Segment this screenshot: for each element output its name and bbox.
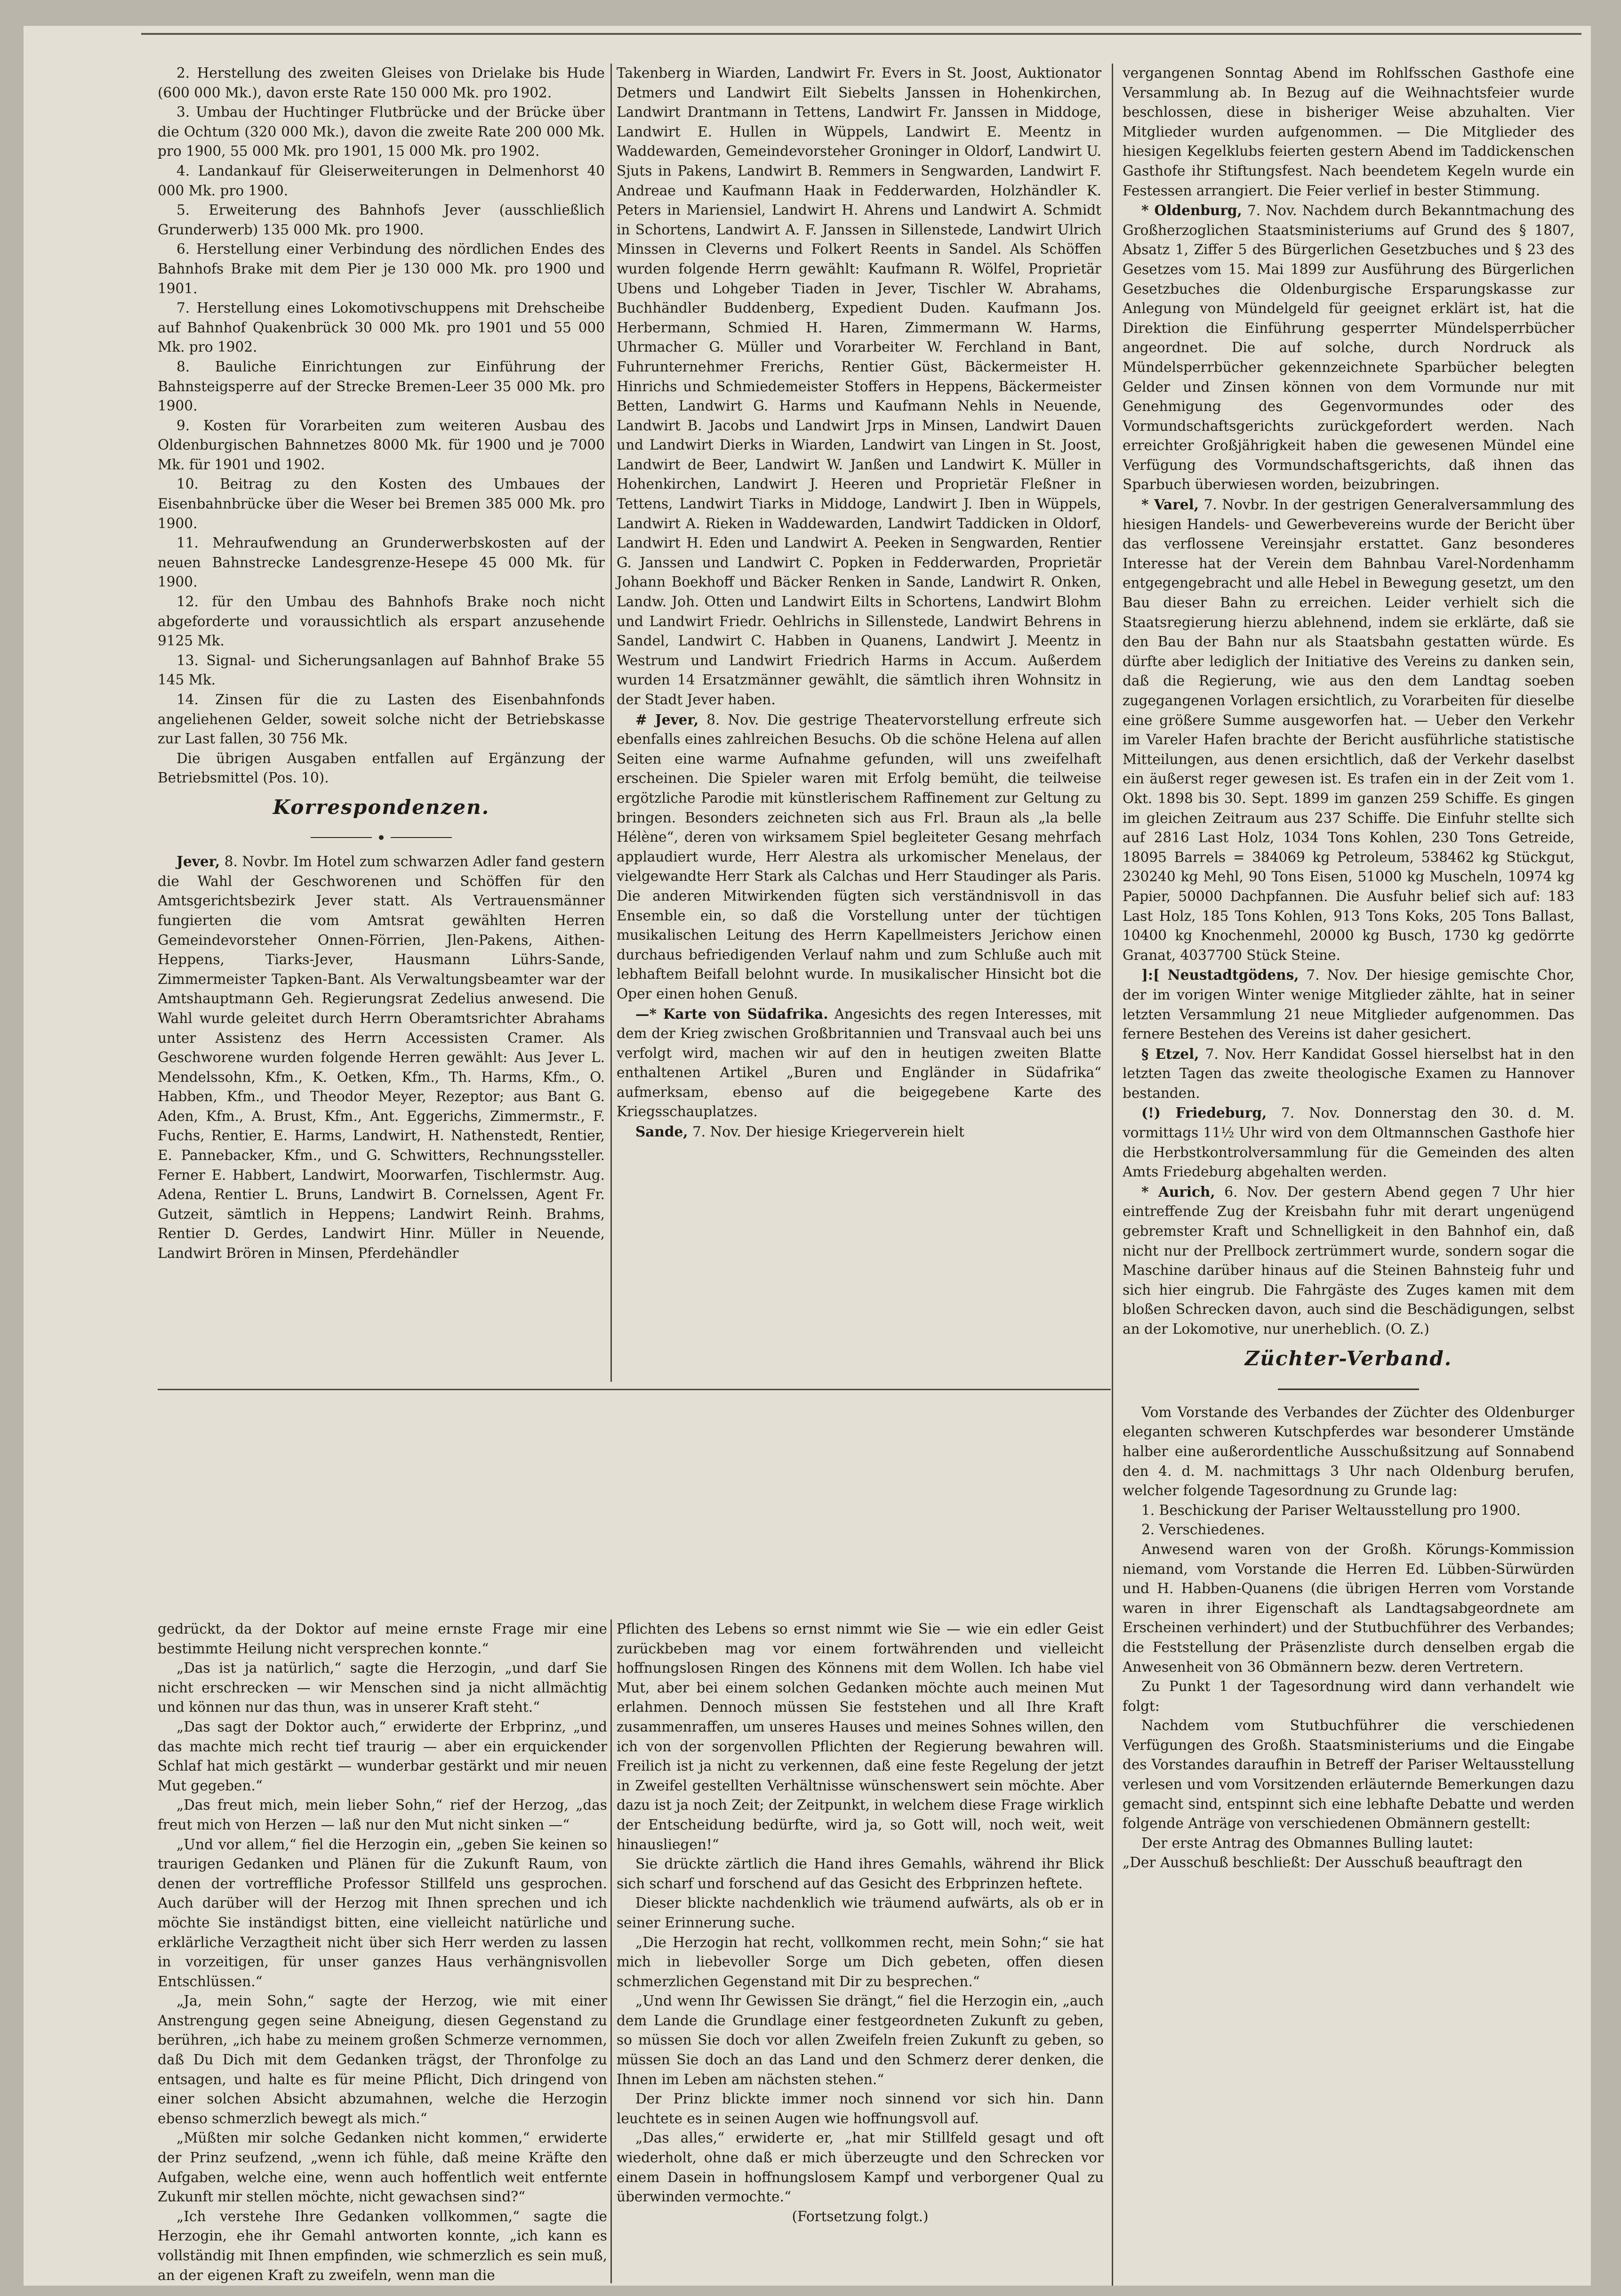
article-text: 7. Nov. Der hiesige gemischte Chor, der im vorigen Winter wenige Mitglieder zählte, hat in seiner letzten Versammlung 21 neue Mitglieder aufgenommen. Das fernere Bestehen des Vereins ist daher gesichert. bbox=[1123, 967, 1574, 1042]
article-text: 6. Nov. Der gestern Abend gegen 7 Uhr hier eintreffende Zug der Kreisbahn fuhr mit derart ungenügend gebremster Kraft und Schnelligkeit in den Bahnhof ein, daß nicht nur der Prellbock zertrümmert wurde, sondern sogar die Maschine darüber hinaus auf die Steinen Bahnsteig fuhr und sich hier eingrub. Die Fahrgäste des Zuges kamen mit dem bloßen Schrecken davon, auch sind die Beschädigungen, selbst an der Lokomotive, nur unerheblich. (O. Z.) bbox=[1123, 1184, 1574, 1337]
article-text: 8. Nov. Die gestrige Theatervorstellung erfreute sich ebenfalls eines zahlreichen Besuchs. Ob die schöne Helena auf allen Seiten eine warme Aufnahme gefunden, will uns zweifelhaft erscheinen. Die Spieler waren mit Erfolg bemüht, die teilweise ergötzliche Parodie mit künstlerischem Raffinement zur Geltung zu bringen. Besonders zeichneten sich aus Frl. Braun als „la belle Hélène“, deren von wirksamem Spiel begleiteter Gesang mehrfach applaudiert wurde, Herr Alestra als urkomischer Menelaus, der vielgewandte Herr Stark als Calchas und Herr Staudinger als Paris. Die anderen Mitwirkenden fügten sich verständnisvoll in das Ensemble ein, so daß die Vorstellung unter der tüchtigen musikalischen Leitung des Herrn Kapellmeisters Jerichow einen durchaus befriedigenden Verlauf nahm und zum Schluße auch mit lebhaftem Beifall belohnt wurde. In musikalischer Hinsicht bot die Oper einen hohen Genuß. bbox=[617, 711, 1101, 1002]
story-paragraph: Pflichten des Lebens so ernst nimmt wie Sie — wie ein edler Geist zurückbeben mag vor einem fortwährenden und vielleicht hoffnungslosen Ringen des Könnens mit dem Wollen. Ich habe viel Mut, aber bei einem solchen Gedanken möchte auch meinen Mut erlahmen. Dennoch müssen Sie feststehen und all Ihre Kraft zusammenraffen, um unseres Hauses und meines Sohnes willen, den ich von der sorgenvollen Pflichten der Regierung bewahren will. Freilich ist ja nicht zu verkennen, daß eine feste Regelung der jetzt in Zweifel gestellten Verhältnisse wünschenswert sein möchte. Aber dazu ist ja noch Zeit; der Zeitpunkt, in welchem diese Frage wirklich der Entscheidung bedürfte, wird ja, so Gott will, noch weit, weit hinausliegen!“ bbox=[617, 1621, 1104, 1853]
story-paragraph: „Ich verstehe Ihre Gedanken vollkommen,“ sagte die Herzogin, ehe ihr Gemahl antworten konnte, „ich kann es vollständig mit Ihnen empfinden, wie schmerzlich es sein muß, an der eigenen Kraft zu zweifeln, wenn man die bbox=[158, 2208, 607, 2283]
story-paragraph: Dieser blickte nachdenklich wie träumend aufwärts, als ob er in seiner Erinnerung suche. bbox=[617, 1895, 1104, 1931]
section-heading-zuechter-verband: Züchter-Verband. bbox=[1244, 1346, 1452, 1370]
story-paragraph: „Das sagt der Doktor auch,“ erwiderte der Erbprinz, „und das machte mich recht tief traurig — aber ein erquickender Schlaf hat mich gestärkt — wunderbar gestärkt und mir neuen Mut gegeben.“ bbox=[158, 1718, 607, 1794]
column-rule-1 bbox=[610, 64, 612, 1382]
story-paragraph: Sie drückte zärtlich die Hand ihres Gemahls, während ihr Blick sich scharf und forschend auf das Gesicht des Erbprinzen heftete. bbox=[617, 1856, 1104, 1892]
article-text: „Der Ausschuß beschließt: Der Ausschuß beauftragt den bbox=[1123, 1854, 1523, 1871]
dateline-oldenburg: * Oldenburg, bbox=[1141, 202, 1242, 219]
article-karte bbox=[617, 1004, 1101, 1122]
list-item: 11. Mehraufwendung an Grunderwerbskosten auf der neuen Bahnstrecke Landesgrenze-Hesepe 45 000 Mk. für 1900. bbox=[158, 535, 605, 590]
list-item: 5. Erweiterung des Bahnhofs Jever (ausschließlich Grunderwerb) 135 000 Mk. pro 1900. bbox=[158, 202, 605, 238]
article-jever bbox=[158, 852, 605, 1263]
section-heading-korrespondenzen: Korrespondenzen. bbox=[273, 795, 490, 819]
article-text: Der erste Antrag des Obmannes Bulling lautet: bbox=[1141, 1835, 1473, 1851]
top-rule bbox=[141, 33, 1581, 35]
feuilleton-rule bbox=[158, 1389, 1111, 1390]
list-item: 2. Herstellung des zweiten Gleises von Drielake bis Hude (600 000 Mk.), davon erste Rate 150 000 Mk. pro 1902. bbox=[158, 65, 605, 101]
story-paragraph: „Das freut mich, mein lieber Sohn,“ rief der Herzog, „das freut mich von Herzen — laß nur den Mut nicht sinken —“ bbox=[158, 1797, 607, 1833]
list-item: 4. Landankauf für Gleiserweiterungen in Delmenhorst 40 000 Mk. pro 1900. bbox=[158, 162, 605, 199]
continued-note: (Fortsetzung folgt.) bbox=[792, 2208, 929, 2224]
agenda-item: 1. Beschickung der Pariser Weltausstellung pro 1900. bbox=[1141, 1502, 1521, 1518]
story-paragraph: „Das ist ja natürlich,“ sagte die Herzogin, „und darf Sie nicht erschrecken — wir Menschen sind ja nicht allmächtig und können nur das thun, was in unserer Kraft steht.“ bbox=[158, 1660, 607, 1716]
article-text: Nachdem vom Stutbuchführer die verschiedenen Verfügungen des Großh. Staatsministeriums und die Eingabe des Vorstandes daraufhin in Betreff der Pariser Weltausstellung verlesen und vom Vorsitzenden erläuternde Bemerkungen dazu gemacht sind, entspinnt sich eine lebhafte Debatte und werden folgende Anträge von verschiedenen Obmännern gestellt: bbox=[1123, 1717, 1574, 1832]
article-text: 7. Novbr. In der gestrigen Generalversammlung des hiesigen Handels- und Gewerbevereins wurde der Bericht über das verflossene Vereinsjahr erstattet. Ganz besonderes Interesse hat der Verein dem Bahnbau Varel-Nordenhamm entgegengebracht und alle Hebel in Bewegung gesetzt, um den Bau dieser Bahn zu erreichen. Leider verhielt sich die Staatsregierung hierzu ablehnend, indem sie erklärte, daß sie den Bau der Bahn nur als Staatsbahn gestatten würde. Es dürfte aber lediglich der Initiative des Vereins zu danken sein, daß die Regierung, wie aus den dem Landtag soeben zugegangenen Vorlagen ersichtlich, zu Vorarbeiten für dieselbe eine größere Summe ausgeworfen hat. — Ueber den Verkehr im Vareler Hafen brachte der Bericht ausführliche statistische Mitteilungen, aus denen ersichtlich, daß der Verkehr daselbst ein äußerst reger gewesen ist. Es trafen ein in der Zeit vom 1. Okt. 1898 bis 30. Sept. 1899 im ganzen 259 Schiffe. Es gingen im gleichen Zeitraum aus 237 Schiffe. Die Einfuhr stellte sich auf 2816 Last Holz, 1034 Tons Kohlen, 230 Tons Getreide, 18095 Barrels = 384069 kg Petroleum, 538462 kg Stückgut, 230240 kg Mehl, 90 Tons Eisen, 51000 kg Muscheln, 10974 kg Papier, 50000 Dachpfannen. Die Ausfuhr belief sich auf: 183 Last Holz, 185 Tons Kohlen, 913 Tons Koks, 205 Tons Ballast, 10400 kg Knochenmehl, 20000 kg Busch, 1730 kg gedörrte Granat, 4037700 Stück Steine. bbox=[1123, 497, 1574, 963]
dateline-varel: * Varel, bbox=[1141, 496, 1199, 513]
article-etzel bbox=[1123, 1044, 1574, 1104]
feuilleton-column-2 bbox=[617, 1619, 1104, 2226]
dateline-mark: # bbox=[635, 711, 647, 728]
article-jever-theater bbox=[617, 710, 1101, 1004]
column-3 bbox=[1123, 64, 1574, 1873]
dateline-jever: Jever, bbox=[655, 711, 699, 728]
agenda-item: 2. Verschiedenes. bbox=[1141, 1522, 1265, 1538]
article-friedeburg bbox=[1123, 1103, 1574, 1182]
list-item: 12. für den Umbau des Bahnhofs Brake noch nicht abgeforderte und voraussichtlich als erspart anzusehende 9125 Mk. bbox=[158, 594, 605, 649]
article-text: Angesichts des regen Interesses, mit dem der Krieg zwischen Großbritannien und Transvaal auch bei uns verfolgt wird, machen wir auf den in heutigen zweiten Blatte enthaltenen Artikel „Buren und Engländer in Südafrika“ aufmerksam, ebenso auf die beigegebene Karte des Kriegsschauplatzes. bbox=[617, 1006, 1101, 1120]
ornament-divider bbox=[1123, 1378, 1574, 1397]
article-text: 7. Nov. Der hiesige Kriegerverein hielt bbox=[692, 1124, 964, 1140]
article-text: 8. Novbr. Im Hotel zum schwarzen Adler fand gestern die Wahl der Geschworenen und Schöffen für den Amtsgerichtsbezirk Jever statt. Als Vertrauensmänner fungierten die vom Amtsrat gewählten Herren Gemeindevorsteher Onnen-Förrien, Jlen-Pakens, Aithen-Heppens, Tiarks-Jever, Hausmann Lührs-Sande, Zimmermeister Tapken-Bant. Als Verwaltungsbeamter war der Amtshauptmann Geh. Regierungsrat Zedelius anwesend. Die Wahl wurde geleitet durch Herrn Oberamtsrichter Abrahams unter Assistenz des Herrn Accessisten Cramer. Als Geschworene wurden folgende Herren gewählt: Aus Jever L. Mendelssohn, Kfm., K. Oetken, Kfm., Th. Harms, Kfm., O. Habben, Kfm., und Theodor Meyer, Rezeptor; aus Bant G. Aden, Kfm., A. Brust, Kfm., Ant. Eggerichs, Zimmermstr., F. Fuchs, Rentier, E. Harms, Landwirt, H. Nathenstedt, Rentier, E. Pannebacker, Kfm., und G. Schwitters, Rechnungssteller. Ferner E. Habbert, Landwirt, Moorwarfen, Tischlermstr. Aug. Adena, Rentier L. Bruns, Landwirt B. Cornelssen, Agent Fr. Gutzeit, sämtlich in Heppens; Landwirt Reinh. Brahms, Rentier D. Gerdes, Landwirt Hinr. Müller in Neuende, Landwirt Brören in Minsen, Pferdehändler bbox=[158, 854, 605, 1262]
dateline-jever: Jever, bbox=[177, 853, 220, 870]
dateline-karte: —* Karte von Südafrika. bbox=[635, 1005, 828, 1022]
article-text: 7. Nov. Nachdem durch Bekanntmachung des Großherzoglichen Staatsministeriums auf Grund des § 1807, Absatz 1, Ziffer 5 des Bürgerlichen Gesetzbuches und § 23 des Gesetzes vom 15. Mai 1899 zur Ausführung des Bürgerlichen Gesetzbuches die Oldenburgische Ersparungskasse zur Anlegung von Mündelgeld für geeignet erklärt ist, hat die Direktion die Einführung gesperrter Mündelsperrbücher angeordnet. Die auf solche, durch Nordruck als Mündelsperrbücher gekennzeichnete Sparbücher belegten Gelder und Zinsen können von dem Vormunde nur mit Genehmigung des Gegenvormundes oder des Vormundschaftsgerichts zurückgefordert werden. Nach erreichter Großjährigkeit haben die gewesenen Mündel eine Verfügung des Vormundschaftsgerichts, daß ihnen das Sparbuch überwiesen worden, beizubringen. bbox=[1123, 202, 1574, 493]
list-item: 3. Umbau der Huchtinger Flutbrücke und der Brücke über die Ochtum (320 000 Mk.), davon die zweite Rate 200 000 Mk. pro 1900, 55 000 Mk. pro 1901, 15 000 Mk. pro 1902. bbox=[158, 104, 605, 160]
list-item: 10. Beitrag zu den Kosten des Umbaues der Eisenbahnbrücke über die Weser bei Bremen 385 000 Mk. pro 1900. bbox=[158, 476, 605, 532]
list-item: 8. Bauliche Einrichtungen zur Einführung der Bahnsteigsperre auf der Strecke Bremen-Leer 35 000 Mk. pro 1900. bbox=[158, 358, 605, 414]
article-text: 7. Nov. Donnerstag den 30. d. M. vormittags 11½ Uhr wird von dem Oltmannschen Gasthofe hier die Herbstkontrolversammlung für die Gemeinden des alten Amts Friedeburg abgehalten werden. bbox=[1123, 1105, 1574, 1180]
article-text: Takenberg in Wiarden, Landwirt Fr. Evers in St. Joost, Auktionator Detmers und Landwirt Eilt Siebelts Janssen in Hohenkirchen, Landwirt Drantmann in Tettens, Landwirt Fr. Janssen in Middoge, Landwirt E. Hullen in Wüppels, Landwirt E. Meentz in Waddewarden, Gemeindevorsteher Groninger in Oldorf, Landwirt U. Sjuts in Pakens, Landwirt B. Remmers in Sengwarden, Landwirt F. Andreae und Kaufmann Haak in Fedderwarden, Holzhändler K. Peters in Mariensiel, Landwirt H. Ahrens und Landwirt A. Schmidt in Schortens, Landwirt A. F. Janssen in Sillenstede, Landwirt Ulrich Minssen in Cleverns und Folkert Reents in Sandel. Als Schöffen wurden folgende Herrn gewählt: Kaufmann R. Wölfel, Proprietär Ubens und Lohgeber Tiaden in Jever, Tischler W. Abrahams, Buchhändler Buddenberg, Expedient Duden. Kaufmann Jos. Herbermann, Schmied H. Haren, Zimmermann W. Harms, Uhrmacher G. Müller und Vorarbeiter W. Ferchland in Bant, Fuhrunternehmer Frerichs, Rentier Güst, Bäckermeister H. Hinrichs und Schmiedemeister Stoffers in Heppens, Bäckermeister Betten, Landwirt G. Harms und Kaufmann Nehls in Neuende, Landwirt B. Jacobs und Landwirt Jrps in Minsen, Landwirt Dauen und Landwirt Dierks in Wiarden, Landwirt van Lingen in St. Joost, Landwirt de Beer, Landwirt W. Janßen und Landwirt K. Müller in Hohenkirchen, Landwirt J. Heeren und Proprietär Fleßner in Tettens, Landwirt Tiarks in Middoge, Landwirt J. Iben in Wüppels, Landwirt A. Rieken in Waddewarden, Landwirt Taddicken in Oldorf, Landwirt H. Eden und Landwirt A. Peeken in Sengwarden, Rentier G. Janssen und Landwirt C. Popken in Fedderwarden, Proprietär Johann Boekhoff und Bäcker Renken in Sande, Landwirt R. Onken, Landw. Joh. Otten und Landwirt Eilts in Schortens, Landwirt Blohm und Landwirt Friedr. Oehlrichs in Sillenstede, Landwirt Behrens in Sandel, Landwirt C. Habben in Quanens, Landwirt J. Meentz in Westrum und Landwirt Friedrich Harms in Accum. Außerdem wurden 14 Ersatzmänner gewählt, die sämtlich ihren Wohnsitz in der Stadt Jever haben. bbox=[617, 65, 1101, 708]
dateline-etzel: § Etzel, bbox=[1141, 1045, 1199, 1062]
list-item: 7. Herstellung eines Lokomotivschuppens mit Drehscheibe auf Bahnhof Quakenbrück 30 000 Mk. pro 1901 und 55 000 Mk. pro 1902. bbox=[158, 300, 605, 355]
list-item: 6. Herstellung einer Verbindung des nördlichen Endes des Bahnhofs Brake mit dem Pier je 130 000 Mk. pro 1900 und 1901. bbox=[158, 241, 605, 297]
dateline-aurich: * Aurich, bbox=[1141, 1183, 1215, 1200]
column-rule-2 bbox=[1112, 64, 1113, 2286]
article-sande bbox=[617, 1122, 1101, 1142]
list-item: 9. Kosten für Vorarbeiten zum weiteren Ausbau des Oldenburgischen Bahnnetzes 8000 Mk. für 1900 und je 7000 Mk. für 1901 und 1902. bbox=[158, 417, 605, 473]
story-paragraph: gedrückt, da der Doktor auf meine ernste Frage mir eine bestimmte Heilung nicht versprechen konnte.“ bbox=[158, 1621, 607, 1657]
dateline-neustadtgoedens: ]:[ Neustadtgödens, bbox=[1141, 967, 1299, 983]
article-text: Anwesend waren von der Großh. Körungs-Kommission niemand, vom Vorstande die Herren Ed. Lübben-Sürwürden und H. Habben-Quanens (die übrigen Herren vom Vorstande waren in ihrer Eigenschaft als Landtagsabgeordnete am Erscheinen verhindert) und der Stutbuchführer des Verbandes; die Feststellung der Präsenzliste durch denselben ergab die Anwesenheit von 36 Obmännern bezw. deren Vertretern. bbox=[1123, 1541, 1574, 1675]
dateline-friedeburg: (!) Friedeburg, bbox=[1141, 1104, 1267, 1121]
story-paragraph: „Und wenn Ihr Gewissen Sie drängt,“ fiel die Herzogin ein, „auch dem Lande die Grundlage einer festgeordneten Zukunft zu geben, so müssen Sie doch vor allen Zweifeln freien Zukunft zu geben, so müssen Sie doch an das Land und den Schmerz derer denken, die Ihnen im Leben am nächsten stehen.“ bbox=[617, 1993, 1104, 2087]
article-oldenburg bbox=[1123, 201, 1574, 495]
article-aurich bbox=[1123, 1182, 1574, 1339]
article-neustadtgoedens bbox=[1123, 965, 1574, 1044]
list-item: 13. Signal- und Sicherungsanlagen auf Bahnhof Brake 55 145 Mk. bbox=[158, 652, 605, 688]
article-varel bbox=[1123, 495, 1574, 965]
feuilleton-column-1 bbox=[158, 1619, 607, 2285]
ornament-divider bbox=[158, 827, 605, 846]
dateline-sande: Sande, bbox=[635, 1123, 688, 1140]
column-1 bbox=[158, 64, 605, 1264]
article-text: 7. Nov. Herr Kandidat Gossel hierselbst hat in den letzten Tagen das zweite theologische Examen zu Hannover bestanden. bbox=[1123, 1046, 1574, 1101]
column-2 bbox=[617, 64, 1101, 1142]
story-paragraph: „Das alles,“ erwiderte er, „hat mir Stillfeld gesagt und oft wiederholt, ohne daß er mich überzeugte und den Schrecken vor einem Dasein in hoffnungslosem Kampf und verborgener Qual zu überwinden vermochte.“ bbox=[617, 2130, 1104, 2205]
story-paragraph: „Ja, mein Sohn,“ sagte der Herzog, wie mit einer Anstrengung gegen seine Abneigung, diesen Gegenstand zu berühren, „ich habe zu meinem großen Schmerze vernommen, daß Du Dich mit dem Gedanken trägst, der Thronfolge zu entsagen, und halte es für meine Pflicht, Dich dringend von einer solchen Absicht abzumahnen, welche die Herzogin ebenso schmerzlich bewegt als mich.“ bbox=[158, 1993, 607, 2127]
story-paragraph: „Und vor allem,“ fiel die Herzogin ein, „geben Sie keinen so traurigen Gedanken und Plänen für die Zukunft Raum, von denen der vortreffliche Professor Stillfeld uns gesprochen. Auch darüber will der Herzog mit Ihnen sprechen und ich möchte Sie inständigst bitten, eine vielleicht natürliche und erklärliche Verzagtheit nicht über sich Herr werden zu lassen in vorzeitigen, für unser ganzes Haus verhängnisvollen Entschlüssen.“ bbox=[158, 1836, 607, 1990]
list-item: 14. Zinsen für die zu Lasten des Eisenbahnfonds angeliehenen Gelder, soweit solche nicht der Betriebskasse zur Last fallen, 30 756 Mk. bbox=[158, 692, 605, 747]
story-paragraph: „Die Herzogin hat recht, vollkommen recht, mein Sohn;“ sie hat mich in liebevoller Sorge um Dich gebeten, offen diesen schmerzlichen Gegenstand mit Dir zu besprechen.“ bbox=[617, 1934, 1104, 1990]
column-rule-3 bbox=[610, 1619, 612, 2283]
list-item: Die übrigen Ausgaben entfallen auf Ergänzung der Betriebsmittel (Pos. 10). bbox=[158, 750, 605, 786]
article-text: vergangenen Sonntag Abend im Rohlfsschen Gasthofe eine Versammlung ab. In Bezug auf die Weihnachtsfeier wurde beschlossen, diese in bisheriger Weise abzuhalten. Vier Mitglieder wurden aufgenommen. — Die Mitglieder des hiesigen Kegelklubs feierten gestern Abend im Taddickenschen Gasthofe ihr Stiftungsfest. Nach beendetem Kegeln wurde ein Festessen arrangiert. Die Feier verlief in bester Stimmung. bbox=[1123, 65, 1574, 199]
article-text: Zu Punkt 1 der Tagesordnung wird dann verhandelt wie folgt: bbox=[1123, 1678, 1574, 1714]
story-paragraph: „Müßten mir solche Gedanken nicht kommen,“ erwiderte der Prinz seufzend, „wenn ich fühle, daß meine Kräfte den Aufgaben, welche eine, wenn auch hoffentlich weit entfernte Zukunft mir stellen möchte, nicht gewachsen sind?“ bbox=[158, 2130, 607, 2205]
article-text: Vom Vorstande des Verbandes der Züchter des Oldenburger eleganten schweren Kutschpferdes war besonderer Umstände halber eine außerordentliche Ausschußsitzung auf Sonnabend den 4. d. M. nachmittags 3 Uhr nach Oldenburg berufen, welcher folgende Tagesordnung zu Grunde lag: bbox=[1123, 1404, 1574, 1499]
story-paragraph: Der Prinz blickte immer noch sinnend vor sich hin. Dann leuchtete es in seinen Augen wie hoffnungsvoll auf. bbox=[617, 2091, 1104, 2127]
